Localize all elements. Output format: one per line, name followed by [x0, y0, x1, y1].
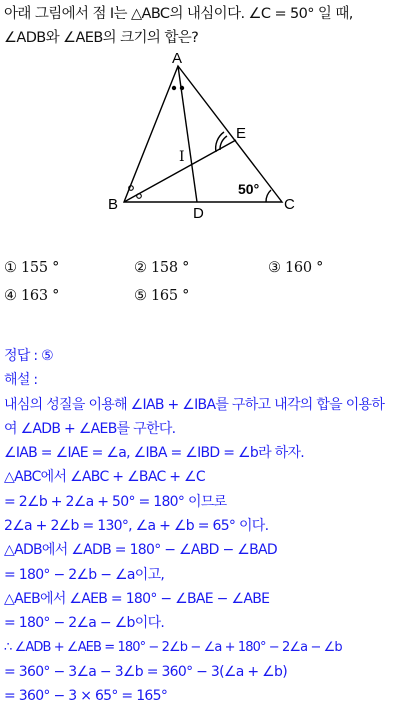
solution-line: ∴ ∠ADB + ∠AEB = 180° − 2∠b − ∠a + 180° − 2∠a − ∠b [4, 639, 342, 655]
solution-line: = 2∠b + 2∠a + 50° = 180° 이므로 [4, 493, 227, 510]
label-e: E [236, 125, 247, 142]
label-angle-c: 50° [238, 181, 260, 197]
choice-1[interactable]: ① 155 ° [4, 260, 60, 276]
solution-heading: 해설 : [4, 372, 38, 389]
angle-c-arc [266, 190, 271, 202]
question-line-2: ∠ADB와 ∠AEB의 크기의 합은? [4, 30, 199, 46]
label-d: D [193, 205, 204, 222]
angle-a-mark-1 [172, 86, 176, 90]
solution-line: = 180° − 2∠b − ∠a이고, [4, 566, 165, 583]
question-line-1: 아래 그림에서 점 I는 △ABC의 내심이다. ∠C = 50° 일 때, [4, 6, 353, 22]
solution-block [4, 344, 400, 708]
angle-a-mark-2 [180, 86, 184, 90]
label-i: I [179, 149, 185, 165]
solution-line: 여 ∠ADB + ∠AEB를 구한다. [4, 420, 176, 437]
solution-line: △AEB에서 ∠AEB = 180° − ∠BAE − ∠ABE [4, 590, 270, 607]
solution-line: △ADB에서 ∠ADB = 180° − ∠ABD − ∠BAD [4, 542, 277, 559]
solution-line: 2∠a + 2∠b = 130°, ∠a + ∠b = 65° 이다. [4, 518, 269, 535]
choice-5[interactable]: ⑤ 165 ° [134, 288, 190, 304]
solution-line: △ABC에서 ∠ABC + ∠BAC + ∠C [4, 469, 205, 486]
label-c: C [284, 196, 295, 213]
choice-2[interactable]: ② 158 ° [134, 260, 190, 276]
solution-line: = 180° − 2∠a − ∠b이다. [4, 615, 165, 632]
answer-line: 정답 : ⑤ [4, 348, 54, 364]
solution-line: = 360° − 3 × 65° = 165° [4, 688, 168, 705]
triangle-figure [0, 0, 400, 250]
solution-line: 내심의 성질을 이용해 ∠IAB + ∠IBA를 구하고 내각의 합을 이용하 [4, 396, 385, 413]
label-b: B [108, 196, 119, 213]
choice-4[interactable]: ④ 163 ° [4, 288, 60, 304]
solution-line: ∠IAB = ∠IAE = ∠a, ∠IBA = ∠IBD = ∠b라 하자. [4, 445, 305, 462]
choice-3[interactable]: ③ 160 ° [268, 260, 324, 276]
solution-line: = 360° − 3∠a − 3∠b = 360° − 3(∠a + ∠b) [4, 663, 287, 680]
label-a: A [172, 50, 183, 67]
